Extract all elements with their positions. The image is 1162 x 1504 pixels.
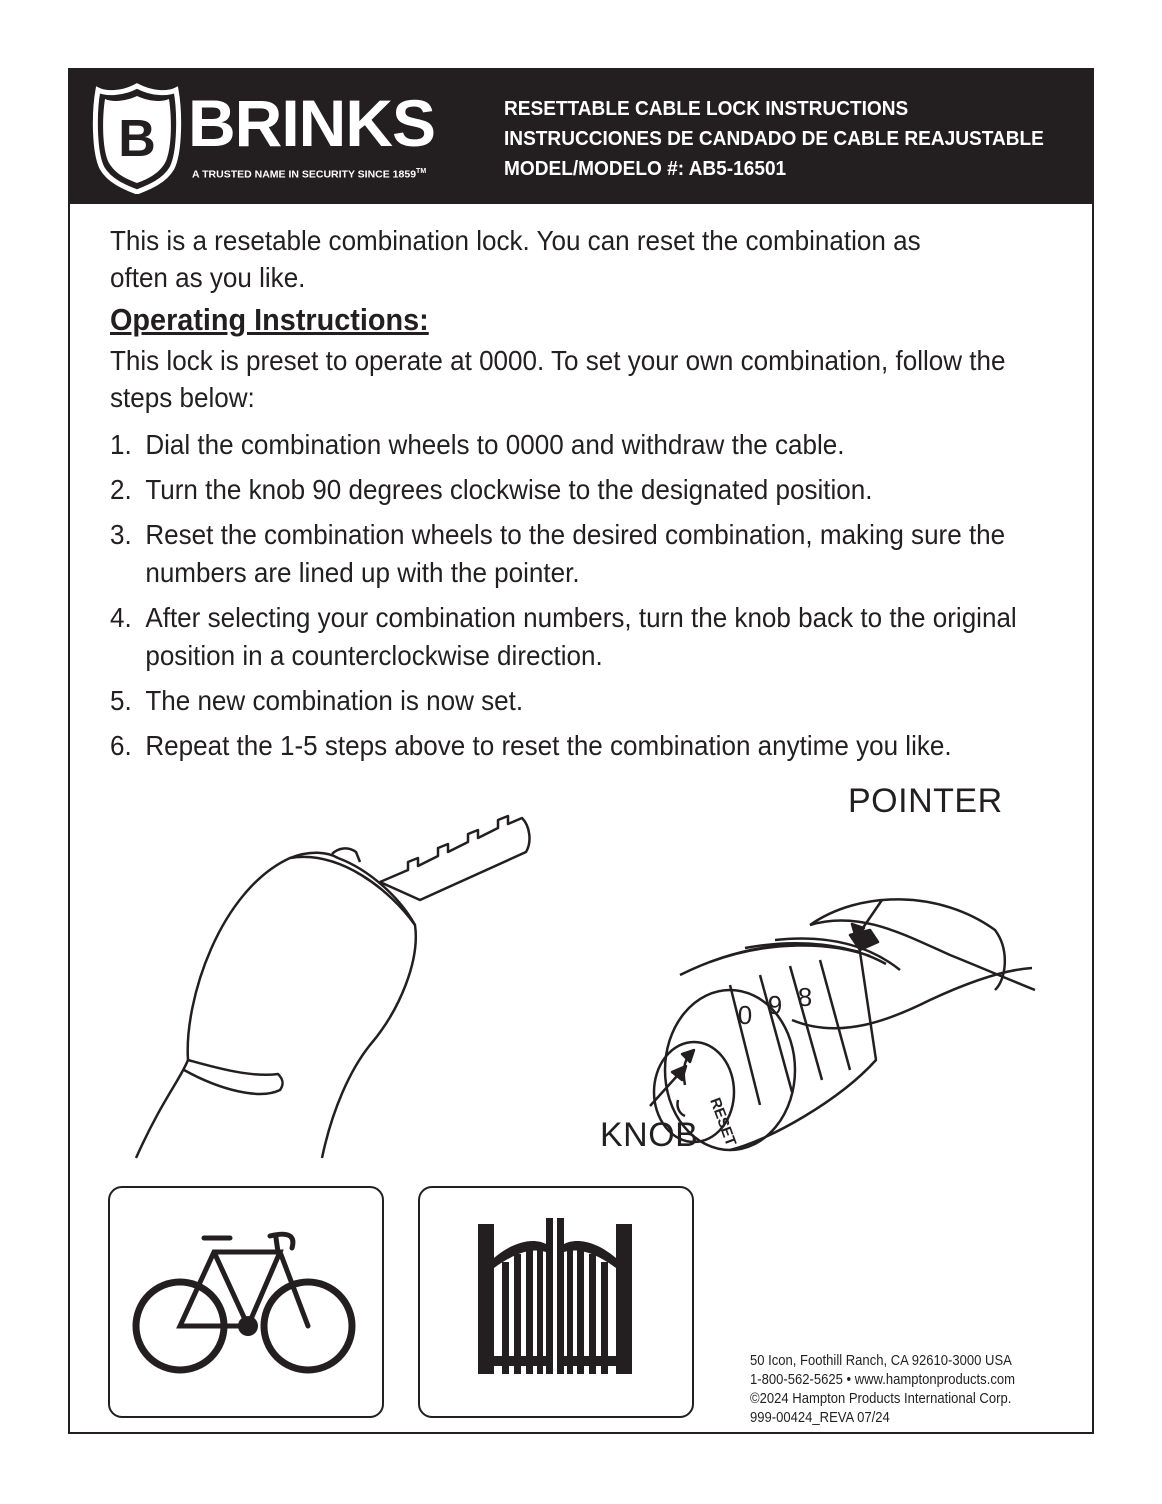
brand-name: BRINKS [188, 86, 436, 160]
svg-text:RESET: RESET [706, 1095, 740, 1149]
step-item: 5. The new combination is now set. [110, 685, 524, 716]
preset-text: This lock is preset to operate at 0000. To set your own combination, follow the steps below: [110, 345, 1006, 413]
header-bar [70, 70, 1092, 204]
gate-icon [420, 1188, 688, 1412]
lock-illustration [70, 770, 1092, 1170]
brand-tagline: A TRUSTED NAME IN SECURITY SINCE 1859™ [192, 168, 427, 181]
gate-use-box [418, 1186, 694, 1418]
pointer-label: POINTER [848, 782, 1003, 820]
cable-bolt-end-icon [136, 816, 529, 1158]
footer-doc-code: 999-00424_REVA 07/24 [750, 1410, 890, 1426]
wheel-digit: 9 [767, 990, 783, 1020]
company-footer [750, 1352, 1015, 1428]
footer-address: 50 Icon, Foothill Ranch, CA 92610-3000 USA [750, 1353, 1012, 1369]
bicycle-use-box [108, 1186, 384, 1418]
brinks-logo [92, 82, 472, 194]
svg-text:B: B [118, 110, 156, 168]
header-titles [504, 94, 1044, 184]
step-item: 2. Turn the knob 90 degrees clockwise to the designated position. [110, 474, 873, 505]
knob-label: KNOB [600, 1116, 699, 1154]
title-english: RESETTABLE CABLE LOCK INSTRUCTIONS [504, 97, 909, 120]
wheel-digit: 0 [737, 1000, 753, 1030]
step-item: 4. After selecting your combination numbers, turn the knob back to the original position in a counterclockwise direction. [110, 602, 1017, 671]
model-number: MODEL/MODELO #: AB5-16501 [504, 157, 787, 180]
intro-text: This is a resetable combination lock. You can reset the combination as often as you like. [110, 225, 921, 293]
step-item: 1. Dial the combination wheels to 0000 and withdraw the cable. [110, 429, 845, 460]
section-title: Operating Instructions: [110, 302, 429, 337]
instruction-sheet [68, 68, 1094, 1434]
shield-logo-icon [92, 82, 182, 194]
bicycle-icon [110, 1188, 378, 1412]
wheel-digit: 8 [797, 982, 813, 1012]
footer-contact: 1-800-562-5625 • www.hamptonproducts.com [750, 1372, 1015, 1388]
footer-copyright: ©2024 Hampton Products International Corp. [750, 1391, 1012, 1407]
step-item: 6. Repeat the 1-5 steps above to reset the combination anytime you like. [110, 730, 952, 761]
title-spanish: INSTRUCCIONES DE CANDADO DE CABLE REAJUSTABLE [504, 127, 1044, 150]
combination-lock-icon [654, 899, 1035, 1150]
step-item: 3. Reset the combination wheels to the desired combination, making sure the numbers are lined up with the pointer. [110, 519, 1006, 588]
steps-list [110, 426, 1049, 772]
